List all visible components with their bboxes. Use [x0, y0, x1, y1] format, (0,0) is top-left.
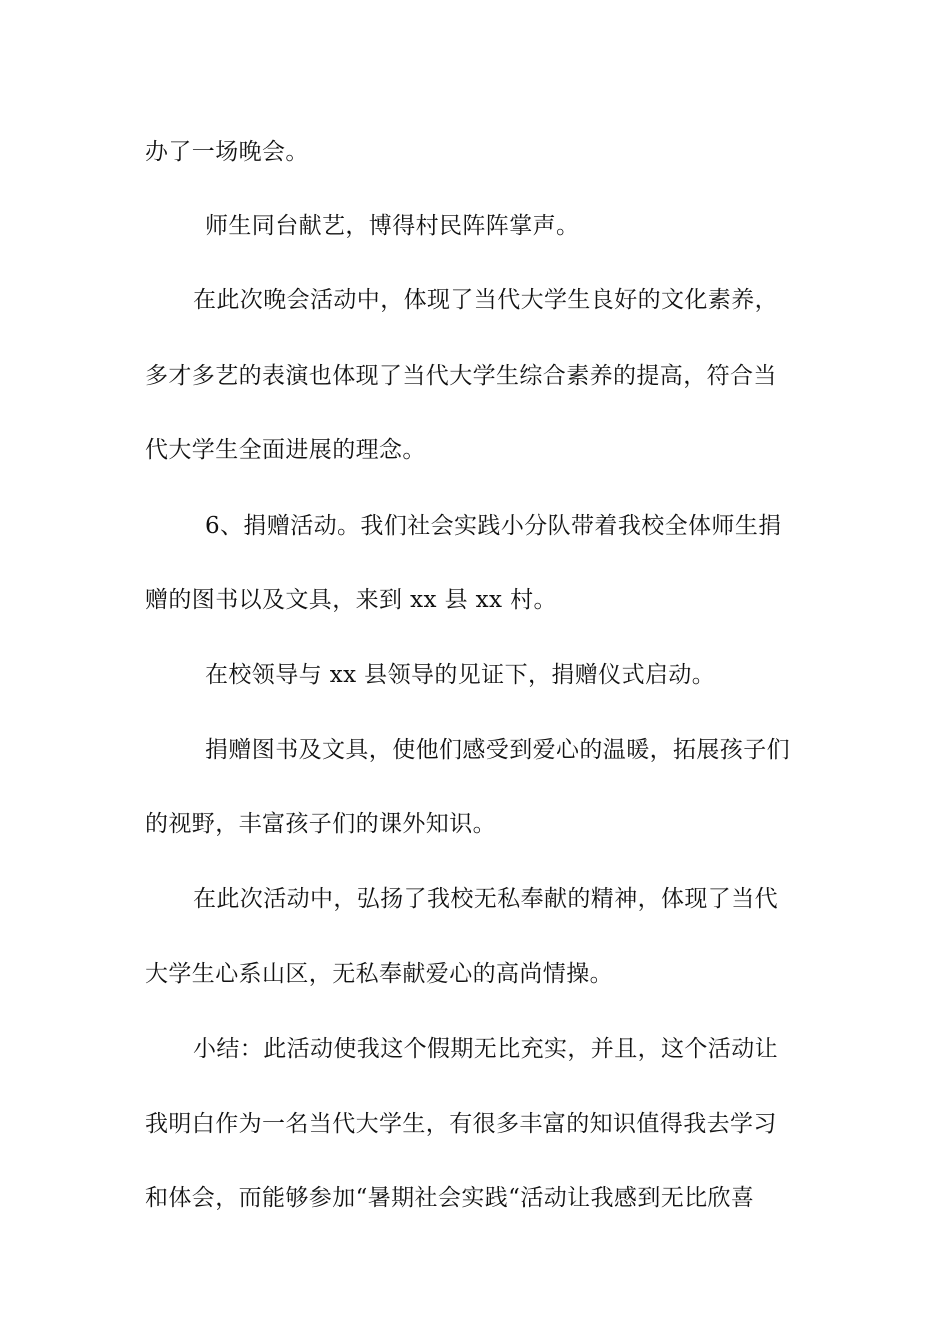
- text-line: 大学生心系山区，无私奉献爱心的高尚情操。: [145, 961, 613, 987]
- text-line: 小结：此活动使我这个假期无比充实，并且，这个活动让: [193, 1036, 778, 1062]
- text-line: 的视野，丰富孩子们的课外知识。: [145, 811, 496, 837]
- text-line: 赠的图书以及文具，来到 xx 县 xx 村。: [145, 587, 557, 613]
- text-line: 办了一场晚会。: [145, 139, 309, 165]
- text-line: 捐赠图书及文具，使他们感受到爱心的温暖，拓展孩子们: [205, 737, 790, 763]
- text-line: 6、捐赠活动。我们社会实践小分队带着我校全体师生捐: [205, 513, 782, 539]
- text-line: 多才多艺的表演也体现了当代大学生综合素养的提高，符合当: [145, 363, 777, 389]
- text-line: 在此次活动中，弘扬了我校无私奉献的精神，体现了当代: [193, 886, 778, 912]
- text-line: 在此次晚会活动中，体现了当代大学生良好的文化素养，: [193, 287, 778, 313]
- text-line: 和体会，而能够参加“暑期社会实践“活动让我感到无比欣喜: [145, 1185, 755, 1211]
- text-line: 在校领导与 xx 县领导的见证下，捐赠仪式启动。: [205, 662, 716, 688]
- text-line: 师生同台献艺，博得村民阵阵掌声。: [205, 213, 580, 239]
- text-line: 代大学生全面进展的理念。: [145, 437, 426, 463]
- text-line: 我明白作为一名当代大学生，有很多丰富的知识值得我去学习: [145, 1111, 777, 1137]
